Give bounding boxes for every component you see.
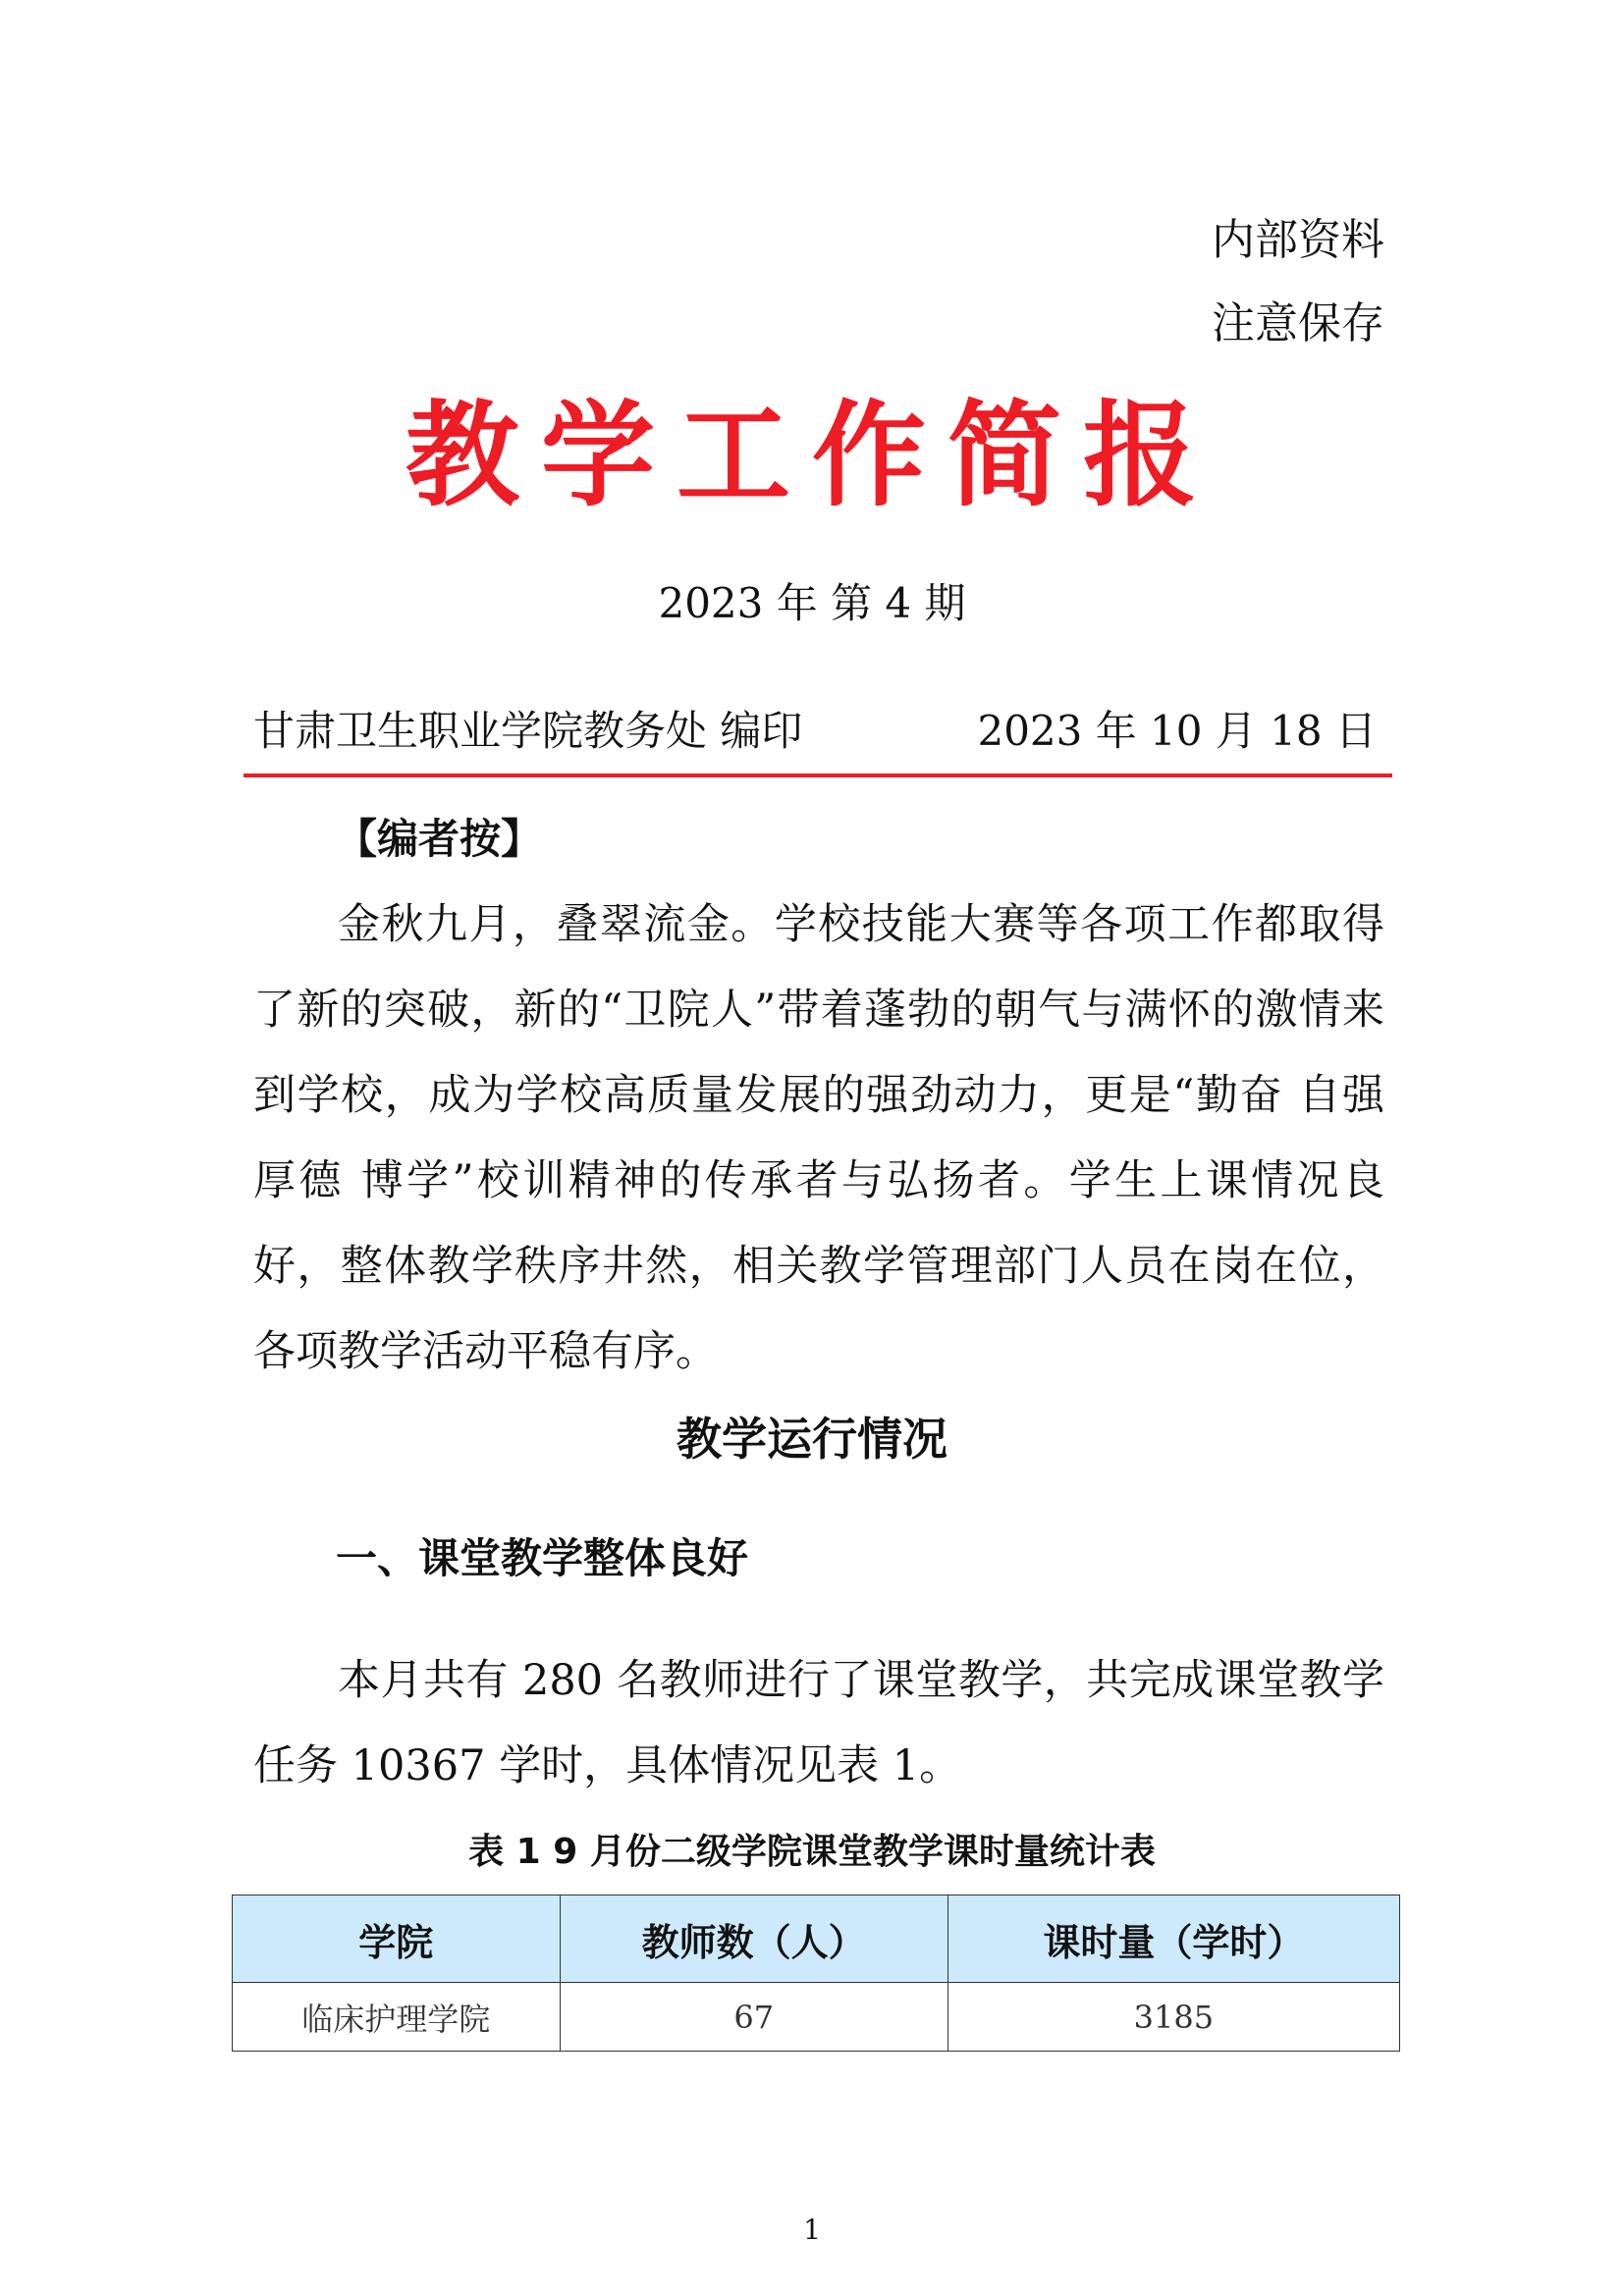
editor-note-label: 【编者按】 bbox=[336, 815, 543, 863]
table-caption: 表 1 9 月份二级学院课堂教学课时量统计表 bbox=[468, 1832, 1156, 1872]
table-cell: 3185 bbox=[947, 1983, 1399, 2052]
publish-date: 2023 年 10 月 18 日 bbox=[977, 707, 1377, 755]
column-header: 课时量（学时） bbox=[947, 1896, 1399, 1983]
table-cell: 临床护理学院 bbox=[233, 1983, 561, 2052]
subsection-heading: 一、课堂教学整体良好 bbox=[336, 1534, 749, 1582]
internal-material-tag: 内部资料 bbox=[1212, 215, 1384, 265]
section-text: 本月共有 280 名教师进行了课堂教学，共完成课堂教学任务 10367 学时，具体情况见表 1。 bbox=[253, 1656, 1384, 1790]
hours-table bbox=[232, 1895, 1400, 2052]
editor-note-text: 金秋九月，叠翠流金。学校技能大赛等各项工作都取得了新的突破，新的“卫院人”带着蓬勃的朝气与满怀的激情来到学校，成为学校高质量发展的强劲动力，更是“勤奋 自强 厚德 博学”校训精神的传承者与弘扬者。学生上课情况良好，整体教学秩序井然，相关教学管理部门人员在岗在位，各项教学活动平稳有序。 bbox=[253, 900, 1384, 1376]
column-header: 学院 bbox=[233, 1896, 561, 1983]
page-number: 1 bbox=[803, 2214, 821, 2246]
keep-safe-tag: 注意保存 bbox=[1212, 298, 1384, 348]
bulletin-title: 教学工作简报 bbox=[406, 390, 1218, 522]
table-header-row bbox=[233, 1896, 1400, 1983]
header-divider bbox=[244, 774, 1392, 777]
table-cell: 67 bbox=[560, 1983, 947, 2052]
section-heading: 教学运行情况 bbox=[677, 1413, 947, 1466]
table-row bbox=[233, 1983, 1400, 2052]
issue-number: 2023 年 第 4 期 bbox=[658, 579, 966, 627]
column-header: 教师数（人） bbox=[560, 1896, 947, 1983]
publisher: 甘肃卫生职业学院教务处 编印 bbox=[253, 707, 803, 755]
